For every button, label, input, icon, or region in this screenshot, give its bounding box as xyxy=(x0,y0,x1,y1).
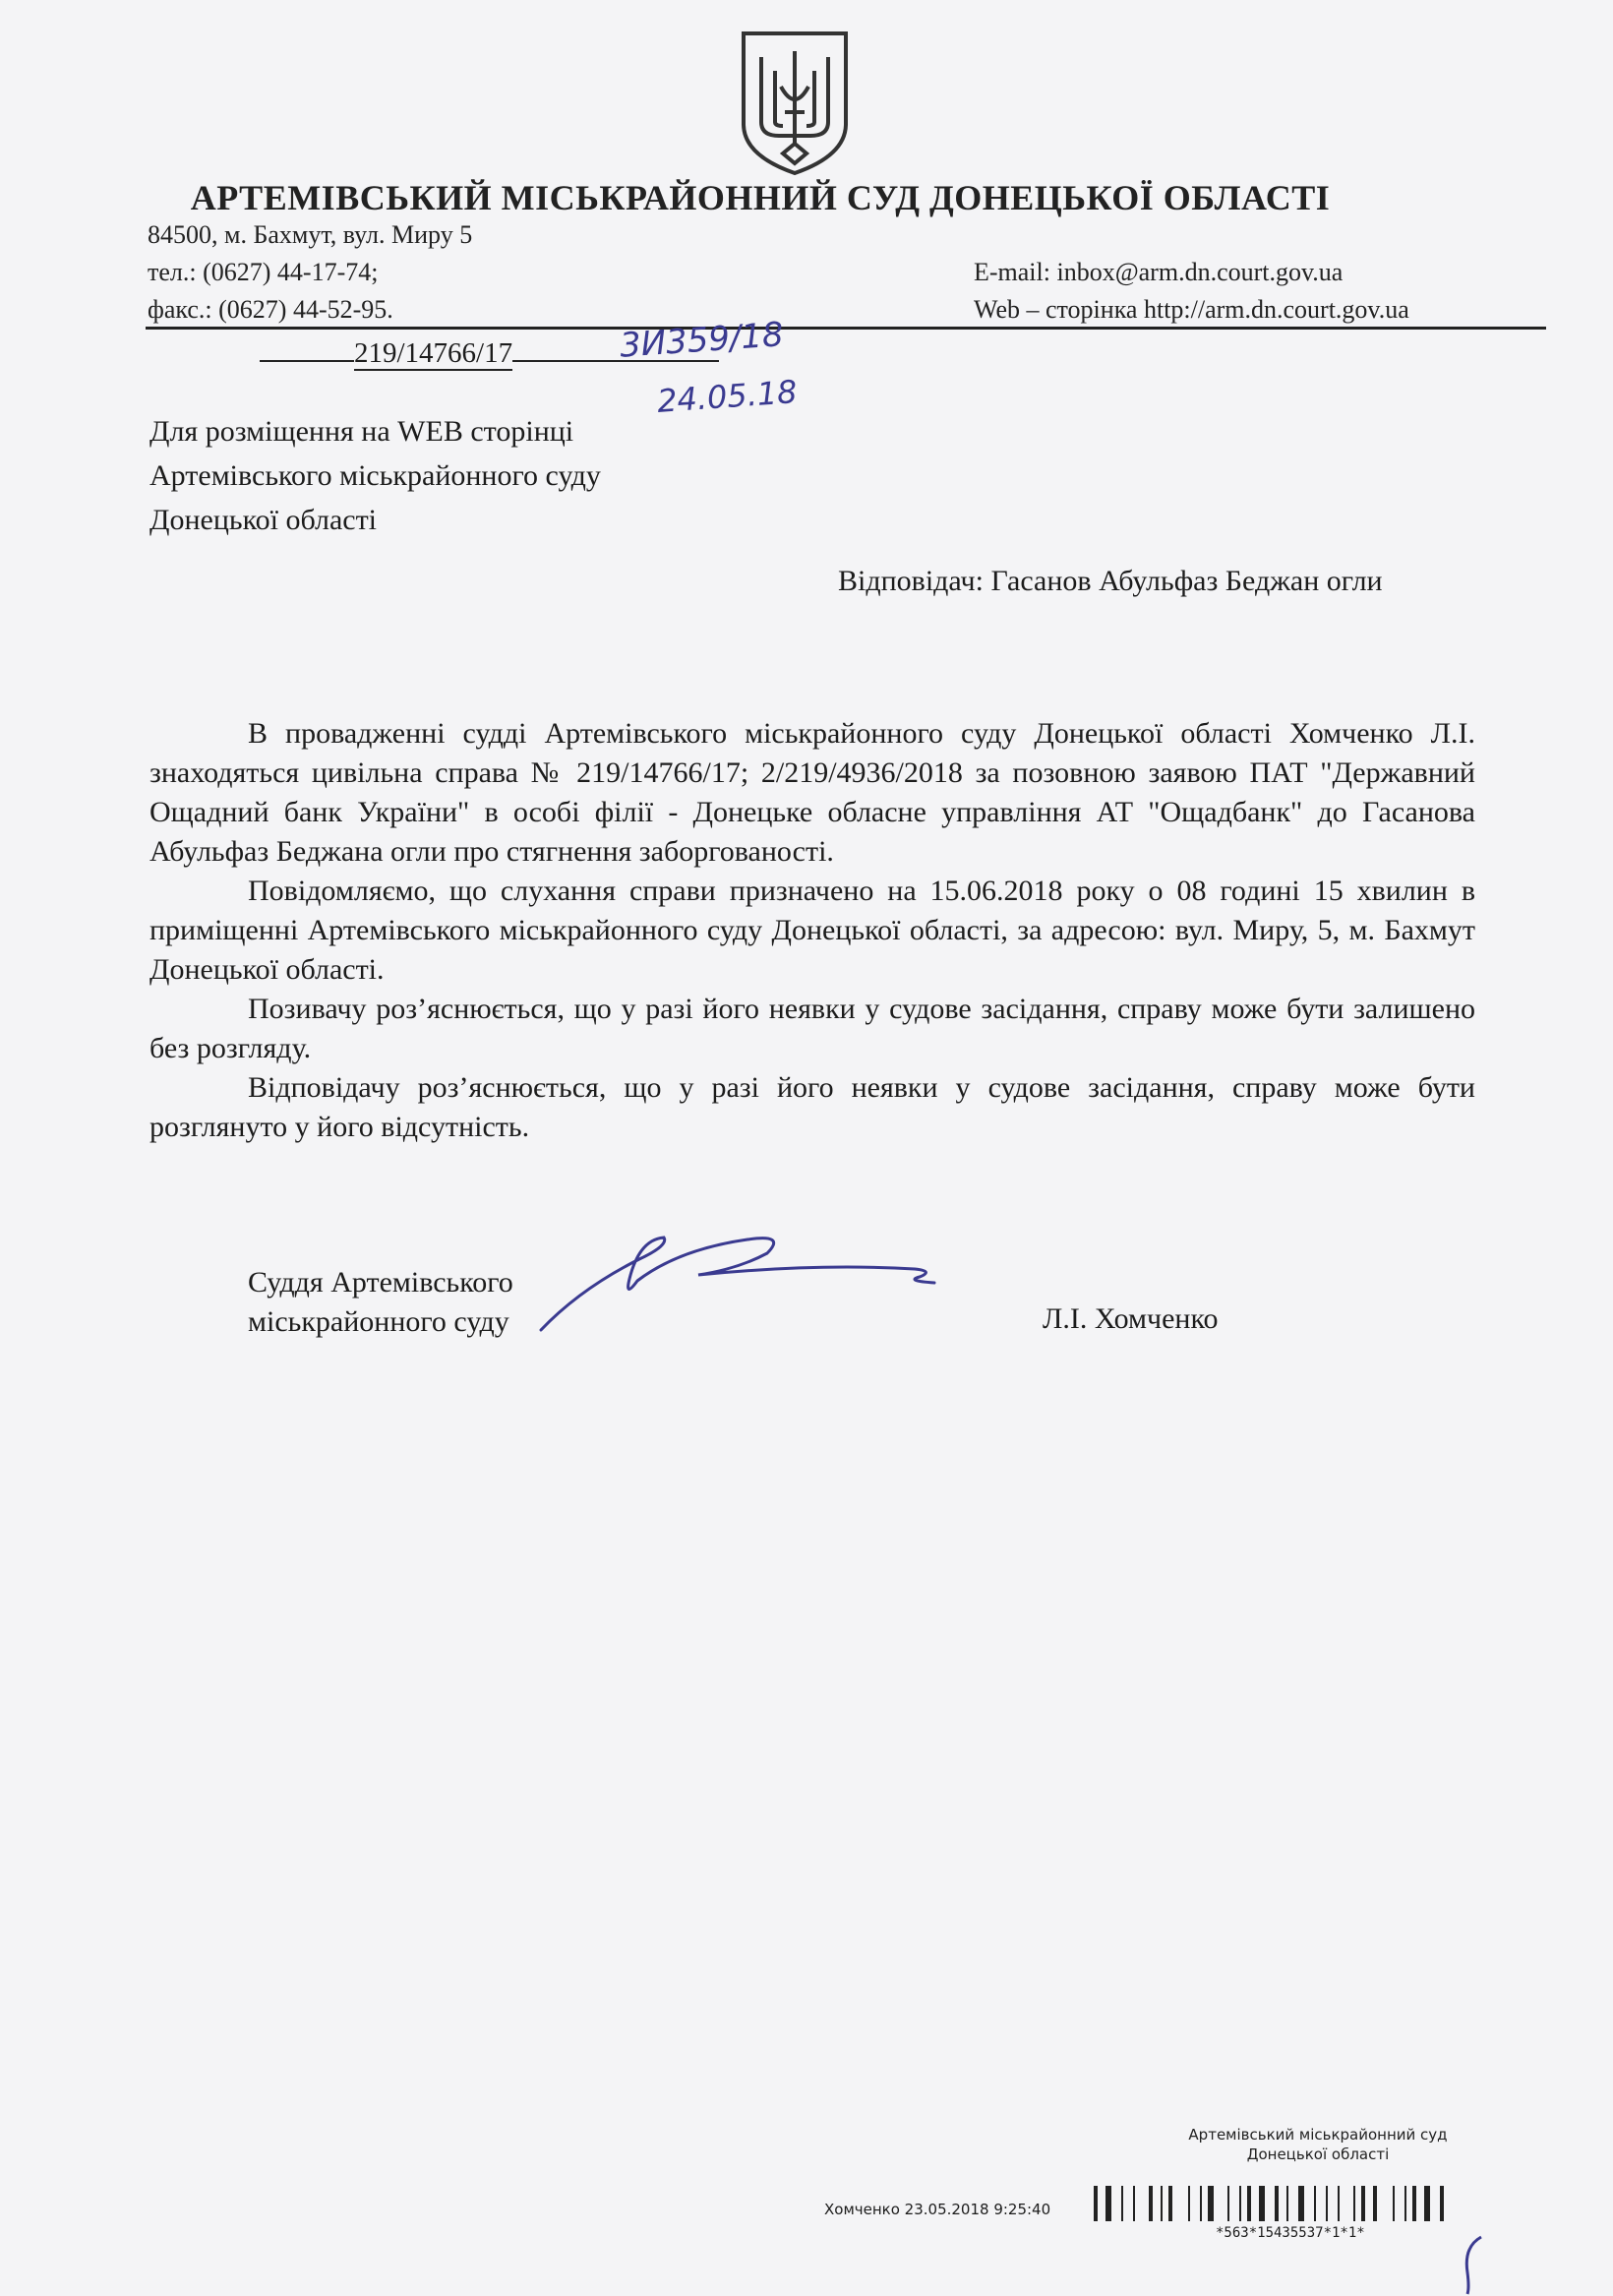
barcode-bar xyxy=(1247,2186,1251,2221)
barcode-bar xyxy=(1208,2186,1214,2221)
barcode-bar xyxy=(1105,2186,1111,2221)
barcode-bar xyxy=(1361,2186,1365,2221)
barcode-bar xyxy=(1227,2186,1229,2221)
letter-body xyxy=(149,714,1475,1147)
barcode-bar xyxy=(1188,2186,1190,2221)
barcode-bar xyxy=(1259,2186,1265,2221)
barcode-bar xyxy=(1200,2186,1202,2221)
court-email: E-mail: inbox@arm.dn.court.gov.ua xyxy=(974,258,1344,286)
body-paragraph: Повідомляємо, що слухання справи призначено на 15.06.2018 року о 08 годині 15 хвилин в приміщенні Артемівського міськрайонного суду Донецької області, за адресою: вул. Миру, 5, м. Бахмут Донецької області. xyxy=(149,875,1475,986)
barcode-bar xyxy=(1275,2186,1279,2221)
barcode-bar xyxy=(1373,2186,1377,2221)
barcode-bar xyxy=(1424,2186,1430,2221)
court-website: Web – сторінка http://arm.dn.court.gov.ua xyxy=(974,295,1409,324)
signatory-title-line: Суддя Артемівського xyxy=(248,1266,513,1299)
pen-mark xyxy=(1456,2233,1485,2296)
barcode-bar xyxy=(1393,2186,1395,2221)
header-divider xyxy=(146,327,1546,330)
handwritten-registration-date: 24.05.18 xyxy=(655,373,799,420)
body-paragraph: В провадженні судді Артемівського міськрайонного суду Донецької області Хомченко Л.І. знаходяться цивільна справа № 219/14766/17; 2/219/4936/2018 за позовною заявою ПАТ "Державний Ощадний банк України" в особі філії - Донецьке обласне управління АТ "Ощадбанк" до Гасанова Абульфаз Беджана огли про стягнення заборгованості. xyxy=(149,717,1475,868)
signatory-title-line: міськрайонного суду xyxy=(248,1305,509,1338)
registration-stamp-court xyxy=(1141,2125,1495,2164)
barcode-bar xyxy=(1239,2186,1241,2221)
addressee-line: Артемівського міськрайонного суду xyxy=(149,459,601,492)
addressee-block xyxy=(149,409,601,542)
addressee-line: Донецької області xyxy=(149,504,378,536)
barcode-bar xyxy=(1298,2186,1304,2221)
barcode-bar xyxy=(1149,2186,1153,2221)
barcode-bar xyxy=(1353,2186,1355,2221)
barcode-bar xyxy=(1440,2186,1444,2221)
court-fax: факс.: (0627) 44-52-95. xyxy=(148,295,393,324)
signatory-title xyxy=(248,1263,513,1342)
handwritten-registration-number: 3И359/18 xyxy=(618,315,785,366)
defendant-line: Відповідач: Гасанов Абульфаз Беджан огли xyxy=(838,565,1383,597)
coat-of-arms-icon xyxy=(736,28,854,177)
stamp-court-line: Донецької області xyxy=(1246,2145,1390,2163)
barcode-bar xyxy=(1161,2186,1163,2221)
barcode-bar xyxy=(1133,2186,1135,2221)
barcode-bar xyxy=(1168,2186,1172,2221)
barcode-bar xyxy=(1121,2186,1123,2221)
court-phone: тел.: (0627) 44-17-74; xyxy=(148,258,379,286)
case-number: 219/14766/17 xyxy=(354,337,513,369)
body-paragraph: Позивачу роз’яснюється, що у разі його неявки у судове засідання, справу може бути залишено без розгляду. xyxy=(149,993,1475,1064)
barcode-bar xyxy=(1326,2186,1328,2221)
signatory-name: Л.І. Хомченко xyxy=(1043,1302,1219,1335)
barcode-bar xyxy=(1404,2186,1406,2221)
addressee-line: Для розміщення на WEB сторінці xyxy=(149,415,574,448)
barcode-number: *563*15435537*1*1* xyxy=(1216,2225,1365,2241)
body-paragraph: Відповідачу роз’яснюється, що у разі його неявки у судове засідання, справу може бути розглянуто у його відсутність. xyxy=(149,1071,1475,1143)
court-title: АРТЕМІВСЬКИЙ МІСЬКРАЙОННИЙ СУД ДОНЕЦЬКОЇ ОБЛАСТІ xyxy=(190,178,1331,217)
barcode xyxy=(1094,2186,1564,2221)
barcode-bar xyxy=(1338,2186,1340,2221)
barcode-bar xyxy=(1094,2186,1098,2221)
underline-blank xyxy=(260,332,354,362)
court-address: 84500, м. Бахмут, вул. Миру 5 xyxy=(148,220,473,249)
stamp-court-line: Артемівський міськрайонний суд xyxy=(1188,2126,1448,2144)
barcode-bar xyxy=(1314,2186,1316,2221)
handwritten-signature xyxy=(521,1220,954,1338)
barcode-bar xyxy=(1412,2186,1416,2221)
registration-timestamp: Хомченко 23.05.2018 9:25:40 xyxy=(824,2201,1051,2218)
barcode-bar xyxy=(1286,2186,1288,2221)
